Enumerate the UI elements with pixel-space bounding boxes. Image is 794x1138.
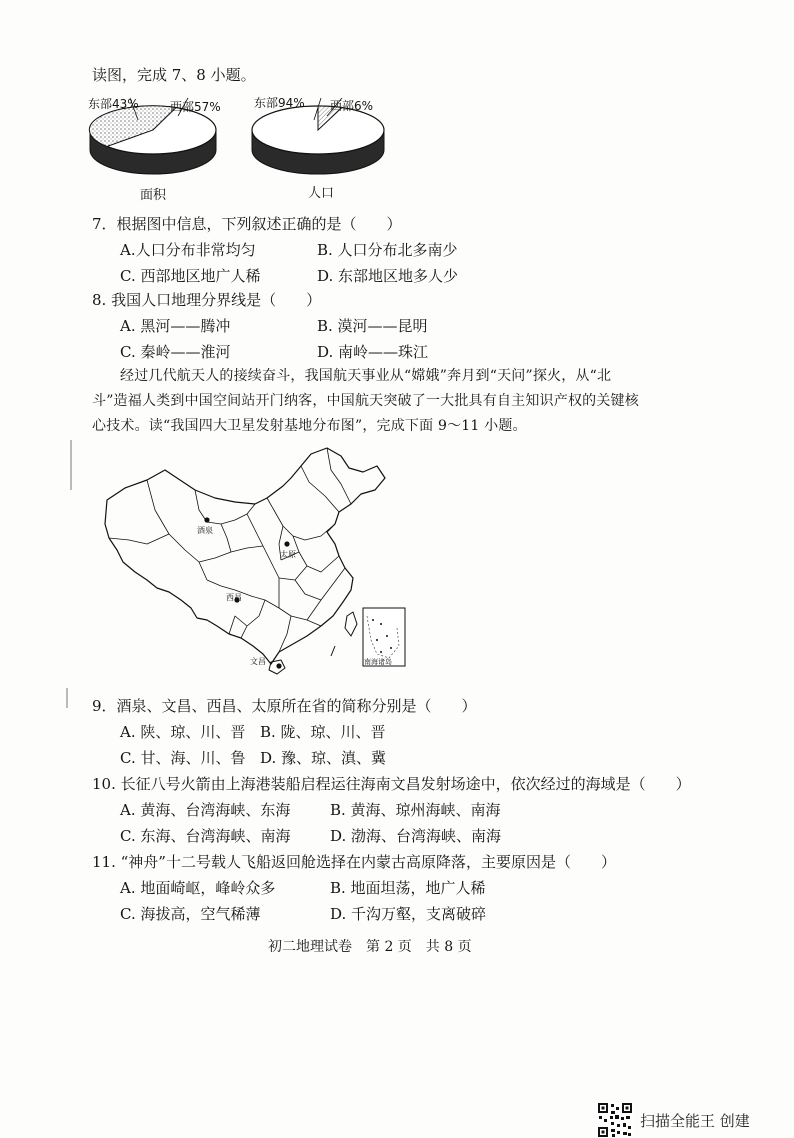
question-10-option-d: D. 渤海、台湾海峡、南海 [330, 827, 502, 845]
question-10-option-a: A. 黄海、台湾海峡、东海 [120, 801, 291, 819]
taiyuan-marker [284, 541, 289, 546]
scanner-watermark: 扫描全能王 创建 [640, 1112, 750, 1130]
question-11-option-b: B. 地面坦荡，地广人稀 [330, 879, 486, 897]
question-8-option-c: C. 秦岭——淮河 [120, 343, 231, 361]
question-11-option-c: C. 海拔高，空气稀薄 [120, 905, 261, 923]
taiyuan-label: 太原 [280, 550, 296, 559]
pie-population-caption: 人口 [308, 186, 335, 201]
passage-line-1: 经过几代航天人的接续奋斗，我国航天事业从“嫦娥”奔月到“天问”探火，从“北 [120, 368, 612, 384]
question-7-stem: 7．根据图中信息，下列叙述正确的是（ ） [92, 215, 402, 233]
question-8-option-b: B. 漠河——昆明 [317, 317, 428, 335]
question-11-option-d: D. 千沟万壑，支离破碎 [330, 905, 487, 923]
question-11-option-a: A. 地面崎岖，峰岭众多 [120, 879, 276, 897]
question-7-option-d: D. 东部地区地多人少 [317, 267, 459, 285]
question-8-option-d: D. 南岭——珠江 [317, 343, 429, 361]
question-9-option-c: C. 甘、海、川、鲁 [120, 749, 246, 767]
pie-area-caption: 面积 [140, 188, 167, 203]
taiwan-island [345, 612, 357, 636]
wenchang-marker [276, 663, 281, 668]
question-10-option-b: B. 黄海、琼州海峡、南海 [330, 801, 501, 819]
question-11-stem: 11. “神舟”十二号载人飞船返回舱选择在内蒙古高原降落，主要原因是（ ） [92, 853, 616, 871]
pie-area-east-label: 东部43% [88, 97, 139, 111]
question-7-option-c: C. 西部地区地广人稀 [120, 267, 261, 285]
question-9-option-b: B. 陇、琼、川、晋 [260, 723, 386, 741]
question-7-option-b: B. 人口分布北多南少 [317, 241, 458, 259]
jiuquan-label: 酒泉 [197, 526, 213, 535]
inset-label: 南海诸岛 [364, 658, 392, 666]
passage-line-2: 斗”造福人类到中国空间站开门纳客，中国航天突破了一大批具有自主知识产权的关键核 [92, 393, 639, 409]
pie-area [89, 106, 216, 174]
scan-mark [70, 440, 72, 490]
intro-text: 读图，完成 7、8 小题。 [92, 66, 256, 84]
question-10-stem: 10. 长征八号火箭由上海港装船启程运往海南文昌发射场途中，依次经过的海域是（ ） [92, 775, 691, 793]
jiuquan-marker [204, 517, 209, 522]
question-9-option-d: D. 豫、琼、滇、冀 [260, 749, 387, 767]
pie-population-east-label: 东部94% [254, 96, 305, 110]
question-9-stem: 9．酒泉、文昌、西昌、太原所在省的简称分别是（ ） [92, 697, 477, 715]
wenchang-label: 文昌 [250, 657, 266, 666]
question-10-option-c: C. 东海、台湾海峡、南海 [120, 827, 291, 845]
question-7-option-a: A.人口分布非常均匀 [120, 241, 256, 259]
question-8-stem: 8. 我国人口地理分界线是（ ） [92, 291, 322, 309]
question-8-option-a: A. 黑河——腾冲 [120, 317, 231, 335]
pie-area-west-label: 西部57% [170, 100, 221, 114]
qr-code-icon [597, 1102, 633, 1138]
china-launch-sites-map [95, 440, 415, 675]
pie-population-west-label: 西部6% [330, 99, 374, 113]
xichang-label: 西昌 [226, 593, 242, 602]
question-9-option-a: A. 陕、琼、川、晋 [120, 723, 246, 741]
passage-line-3: 心技术。读“我国四大卫星发射基地分布图”，完成下面 9～11 小题。 [92, 418, 527, 434]
page-footer: 初二地理试卷 第 2 页 共 8 页 [268, 939, 472, 955]
scan-mark [66, 688, 68, 708]
